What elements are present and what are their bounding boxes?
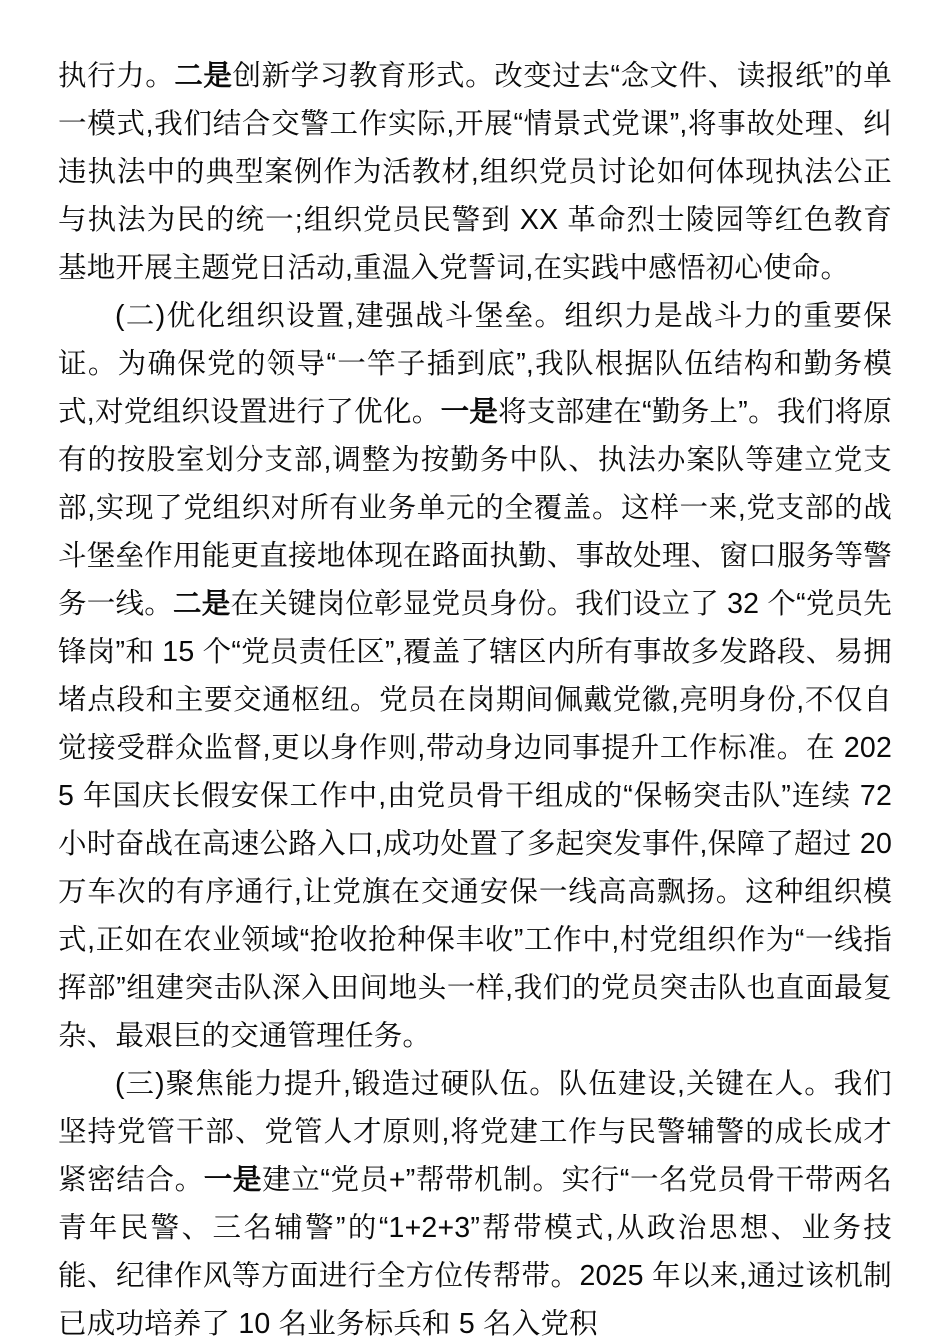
paragraph-continued-learning-education [58,52,892,292]
paragraph-runs [58,1068,892,1340]
paragraph-section-two-organization [58,292,901,1060]
text-run: 将支部建在“勤务上”。我们将原有的按股室划分支部,调整为按勤务中队、执法办案队等建立党支部,实现了党组织对所有业务单元的全覆盖。这样一来,党支部的战斗堡垒作用能更直接地体现在路面执勤、事故处理、窗口服务等警务一线。 [58,396,892,620]
paragraph-runs [58,300,900,1052]
emphasis-run: 二是 [174,60,233,92]
document-text-body [58,52,901,1344]
text-run: 在关键岗位彰显党员身份。我们设立了 32 个“党员先锋岗”和 15 个“党员责任区”,覆盖了辖区内所有事故多发路段、易拥堵点段和主要交通枢纽。党员在岗期间佩戴党徽,亮明身份,不仅自觉接受群众监督,更以身作则,带动身边同事提升工作标准。在 2025 年国庆长假安保工作中,由党员骨干组成的“保畅突击队”连续 72 小时奋战在高速公路入口,成功处置了多起突发事件,保障了超过 20 万车次的有序通行,让党旗在交通安保一线高高飘扬。这种组织模式,正如在农业领域“抢收抢种保丰收”工作中,村党组织作为“一线指挥部”组建突击队深入田间地头一样,我们的党员突击队也直面最复杂、最艰巨的交通管理任务。 [58,588,901,1052]
emphasis-run: 二是 [172,588,231,620]
paragraph-runs [58,60,892,284]
text-run: (三)聚焦能力提升,锻造过硬队伍。队伍建设,关键在人。我们坚持党管干部、党管人才原则,将党建工作与民警辅警的成长成才紧密结合。 [58,1068,892,1196]
text-run: 创新学习教育形式。改变过去“念文件、读报纸”的单一模式,我们结合交警工作实际,开展“情景式党课”,将事故处理、纠违执法中的典型案例作为活教材,组织党员讨论如何体现执法公正与执法为民的统一;组织党员民警到 XX 革命烈士陵园等红色教育基地开展主题党日活动,重温入党誓词,在实践中感悟初心使命。 [58,60,892,284]
emphasis-run: 一是 [203,1164,263,1196]
paragraph-section-three-capability [58,1060,892,1344]
emphasis-run: 一是 [440,396,499,428]
text-run: (二)优化组织设置,建强战斗堡垒。组织力是战斗力的重要保证。为确保党的领导“一竿子插到底”,我队根据队伍结构和勤务模式,对党组织设置进行了优化。 [58,300,892,428]
text-run: 执行力。 [58,60,175,92]
text-run: 建立“党员+”帮带机制。实行“一名党员骨干带两名青年民警、三名辅警”的“1+2+3”帮带模式,从政治思想、业务技能、纪律作风等方面进行全方位传帮带。2025 年以来,通过该机制已成功培养了 10 名业务标兵和 5 名入党积 [58,1164,892,1340]
